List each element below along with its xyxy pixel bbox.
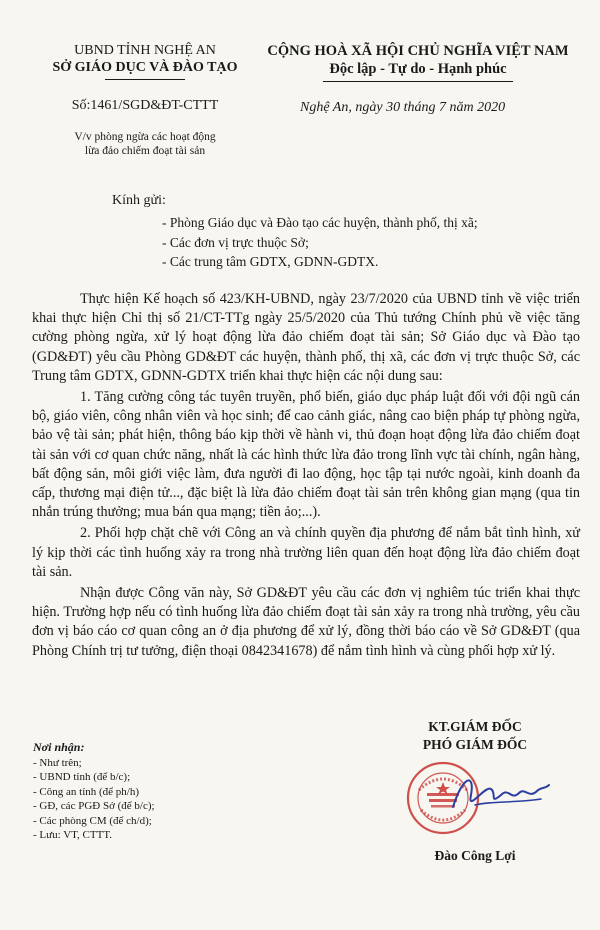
distribution-item: - Lưu: VT, CTTT. xyxy=(33,829,112,841)
issuer-parent-org: UBND TỈNH NGHỆ AN xyxy=(74,43,216,58)
issuer-underline xyxy=(105,79,185,80)
recipients-list xyxy=(162,213,478,272)
distribution-item: - GĐ, các PGĐ Sở (để b/c); xyxy=(33,800,155,812)
issuer-block xyxy=(30,42,260,80)
document-subject xyxy=(30,130,260,158)
distribution-list xyxy=(33,740,155,843)
document-number: Số:1461/SGD&ĐT-CTTT xyxy=(71,98,219,113)
letter-body xyxy=(32,290,580,661)
distribution-title: Nơi nhận: xyxy=(33,740,85,754)
handwritten-signature-icon xyxy=(445,765,555,825)
distribution-item: - Như trên; xyxy=(33,756,82,769)
distribution-item: - Các phòng CM (để ch/d); xyxy=(33,814,152,827)
body-paragraph: 1. Tăng cường công tác tuyên truyền, phổ biến, giáo dục pháp luật đối với đội ngũ cán bộ, giáo viên, công nhân viên và học sinh; để cao cảnh giác, nâng cao biện pháp tự phòng ngừa, bảo vệ tài sản; phát hiện, thông báo kịp thời về hành vi, thủ đoạn hoạt động lừa đảo chiếm đoạt tài sản với cơ quan chức năng, nhất là các hình thức lừa đảo trong lĩnh vực tài chính, ngân hàng, bất động sản, môi giới việc làm, đưa người đi lao động, học tập tại nước ngoài, kinh doanh đa cấp, thương mại điện tử..., đặc biệt là lừa đảo chiếm đoạt tài sản trên không gian mạng (qua tin nhắn trúng thưởng; mua bán qua mạng; tiền ảo;...). xyxy=(32,389,580,521)
national-heading xyxy=(258,42,578,82)
distribution-item: - Công an tỉnh (để ph/h) xyxy=(33,785,140,798)
recipient-item: - Các trung tâm GDTX, GDNN-GDTX. xyxy=(162,254,379,269)
body-paragraph: 2. Phối hợp chặt chẽ với Công an và chính quyền địa phương để nắm bắt tình hình, xử lý kịp thời các tình huống xảy ra trong nhà trường liên quan đến hoạt động lừa đảo chiếm đoạt tài sản. xyxy=(32,525,580,580)
body-paragraph: Nhận được Công văn này, Sở GD&ĐT yêu cầu các đơn vị nghiêm túc triển khai thực hiện. Trường hợp nếu có tình huống lừa đảo chiếm đoạt tài sản xảy ra trong nhà trường, yêu cầu đơn vị báo cáo cơ quan công an ở địa phương để xử lý, đồng thời báo cáo về Sở GD&ĐT (qua Phòng Chính trị tư tưởng, điện thoại 0842341678) để nắm tình hình và cùng phối hợp xử lý. xyxy=(32,585,580,659)
recipient-item: - Các đơn vị trực thuộc Sở; xyxy=(162,234,309,250)
issuer-org: SỞ GIÁO DỤC VÀ ĐÀO TẠO xyxy=(52,60,238,75)
subject-line: lừa đảo chiếm đoạt tài sản xyxy=(84,145,206,157)
subject-line: V/v phòng ngừa các hoạt động xyxy=(74,131,216,143)
document-date: Nghệ An, ngày 30 tháng 7 năm 2020 xyxy=(300,100,506,115)
signatory-name: Đào Công Lợi xyxy=(434,848,516,863)
signature-block xyxy=(400,718,550,754)
distribution-item: - UBND tỉnh (để b/c); xyxy=(33,771,131,783)
body-paragraph: Thực hiện Kế hoạch số 423/KH-UBND, ngày 23/7/2020 của UBND tỉnh về việc triển khai thực hiện Chỉ thị số 21/CT-TTg ngày 25/5/2020 của Thủ tướng Chính phủ về việc tăng cường phòng ngừa, xử lý hoạt động lừa đảo chiếm đoạt tài sản; Sở Giáo dục và Đào tạo (GD&ĐT) yêu cầu Phòng GD&ĐT các huyện, thành phố, thị xã, các đơn vị trực thuộc Sở, các Trung tâm GDTX, GDNN-GDTX triển khai thực hiện các nội dung sau: xyxy=(32,291,580,384)
signatory-title: PHÓ GIÁM ĐỐC xyxy=(422,737,528,752)
motto-underline xyxy=(323,81,513,82)
recipients-label: Kính gửi: xyxy=(112,193,166,208)
national-motto: Độc lập - Tự do - Hạnh phúc xyxy=(329,61,507,77)
recipient-item: - Phòng Giáo dục và Đào tạo các huyện, thành phố, thị xã; xyxy=(162,215,478,230)
nation-name: CỘNG HOÀ XÃ HỘI CHỦ NGHĨA VIỆT NAM xyxy=(267,43,569,59)
signatory-authority: KT.GIÁM ĐỐC xyxy=(428,719,522,734)
